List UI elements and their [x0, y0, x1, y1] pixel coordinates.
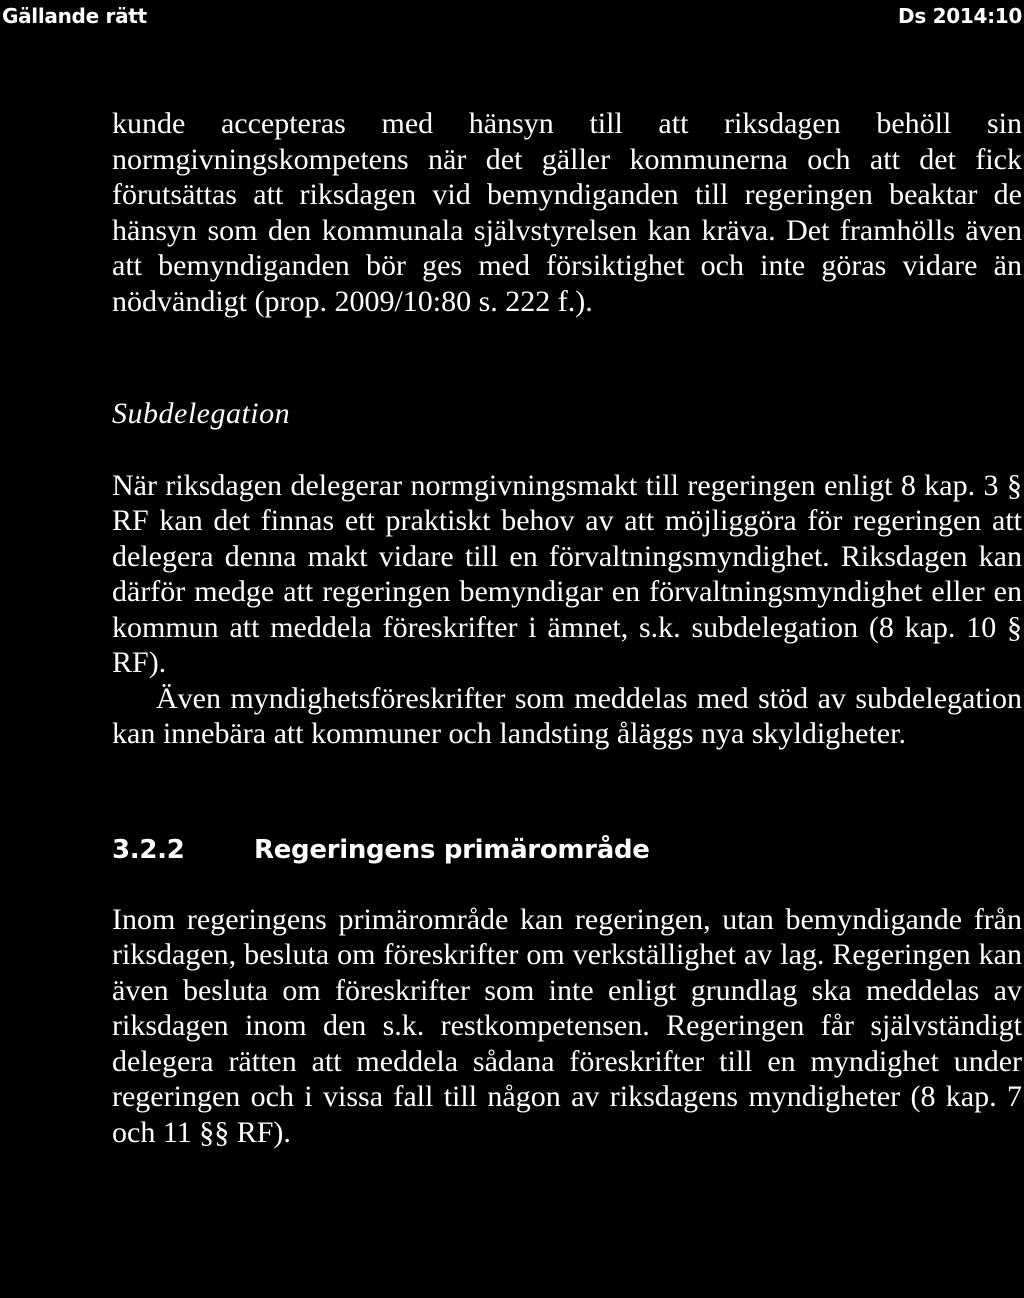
section-heading	[112, 832, 1022, 868]
header-document-id: Ds 2014:10	[898, 4, 1022, 28]
page-body	[112, 106, 1022, 1150]
section-number: 3.2.2	[112, 834, 185, 865]
paragraph-normgivning: kunde accepteras med hänsyn till att riksdagen behöll sin normgivningskompetens när det gäller kommunerna och att det fick förutsättas att riksdagen vid bemyndiganden till regeringen beaktar de hänsyn som den kommunala självstyrelsen kan kräva. Det framhölls även att bemyndiganden bör ges med försiktighet och inte göras vidare än nödvändigt (prop. 2009/10:80 s. 222 f.).	[112, 107, 1022, 318]
paragraph-primaromrade: Inom regeringens primärområde kan regeringen, utan bemyndigande från riksdagen, besluta om föreskrifter om verkställighet av lag. Regeringen kan även besluta om föreskrifter som inte enligt grundlag ska meddelas av riksdagen inom den s.k. restkompetensen. Regeringen får självständigt delegera rätten att meddela sådana föreskrifter till en myndighet under regeringen och i vissa fall till någon av riksdagens myndigheter (8 kap. 7 och 11 §§ RF).	[112, 902, 1022, 1149]
paragraph-subdelegation: När riksdagen delegerar normgivningsmakt till regeringen enligt 8 kap. 3 § RF kan det finnas ett praktiskt behov av att möjliggöra för regeringen att delegera denna makt vidare till en förvaltningsmyndighet. Riksdagen kan därför medge att regeringen bemyndigar en förvaltningsmyndighet eller en kommun att meddela föreskrifter i ämnet, s.k. subdelegation (8 kap. 10 § RF).	[112, 468, 1022, 679]
header-chapter-title: Gällande rätt	[2, 4, 147, 28]
paragraph-myndighetsforeskrifter: Även myndighetsföreskrifter som meddelas med stöd av subdelegation kan innebära att kommuner och landsting åläggs nya skyldigheter.	[112, 681, 1022, 750]
subheading-subdelegation: Subdelegation	[112, 397, 291, 430]
section-title: Regeringens primärområde	[254, 834, 650, 865]
